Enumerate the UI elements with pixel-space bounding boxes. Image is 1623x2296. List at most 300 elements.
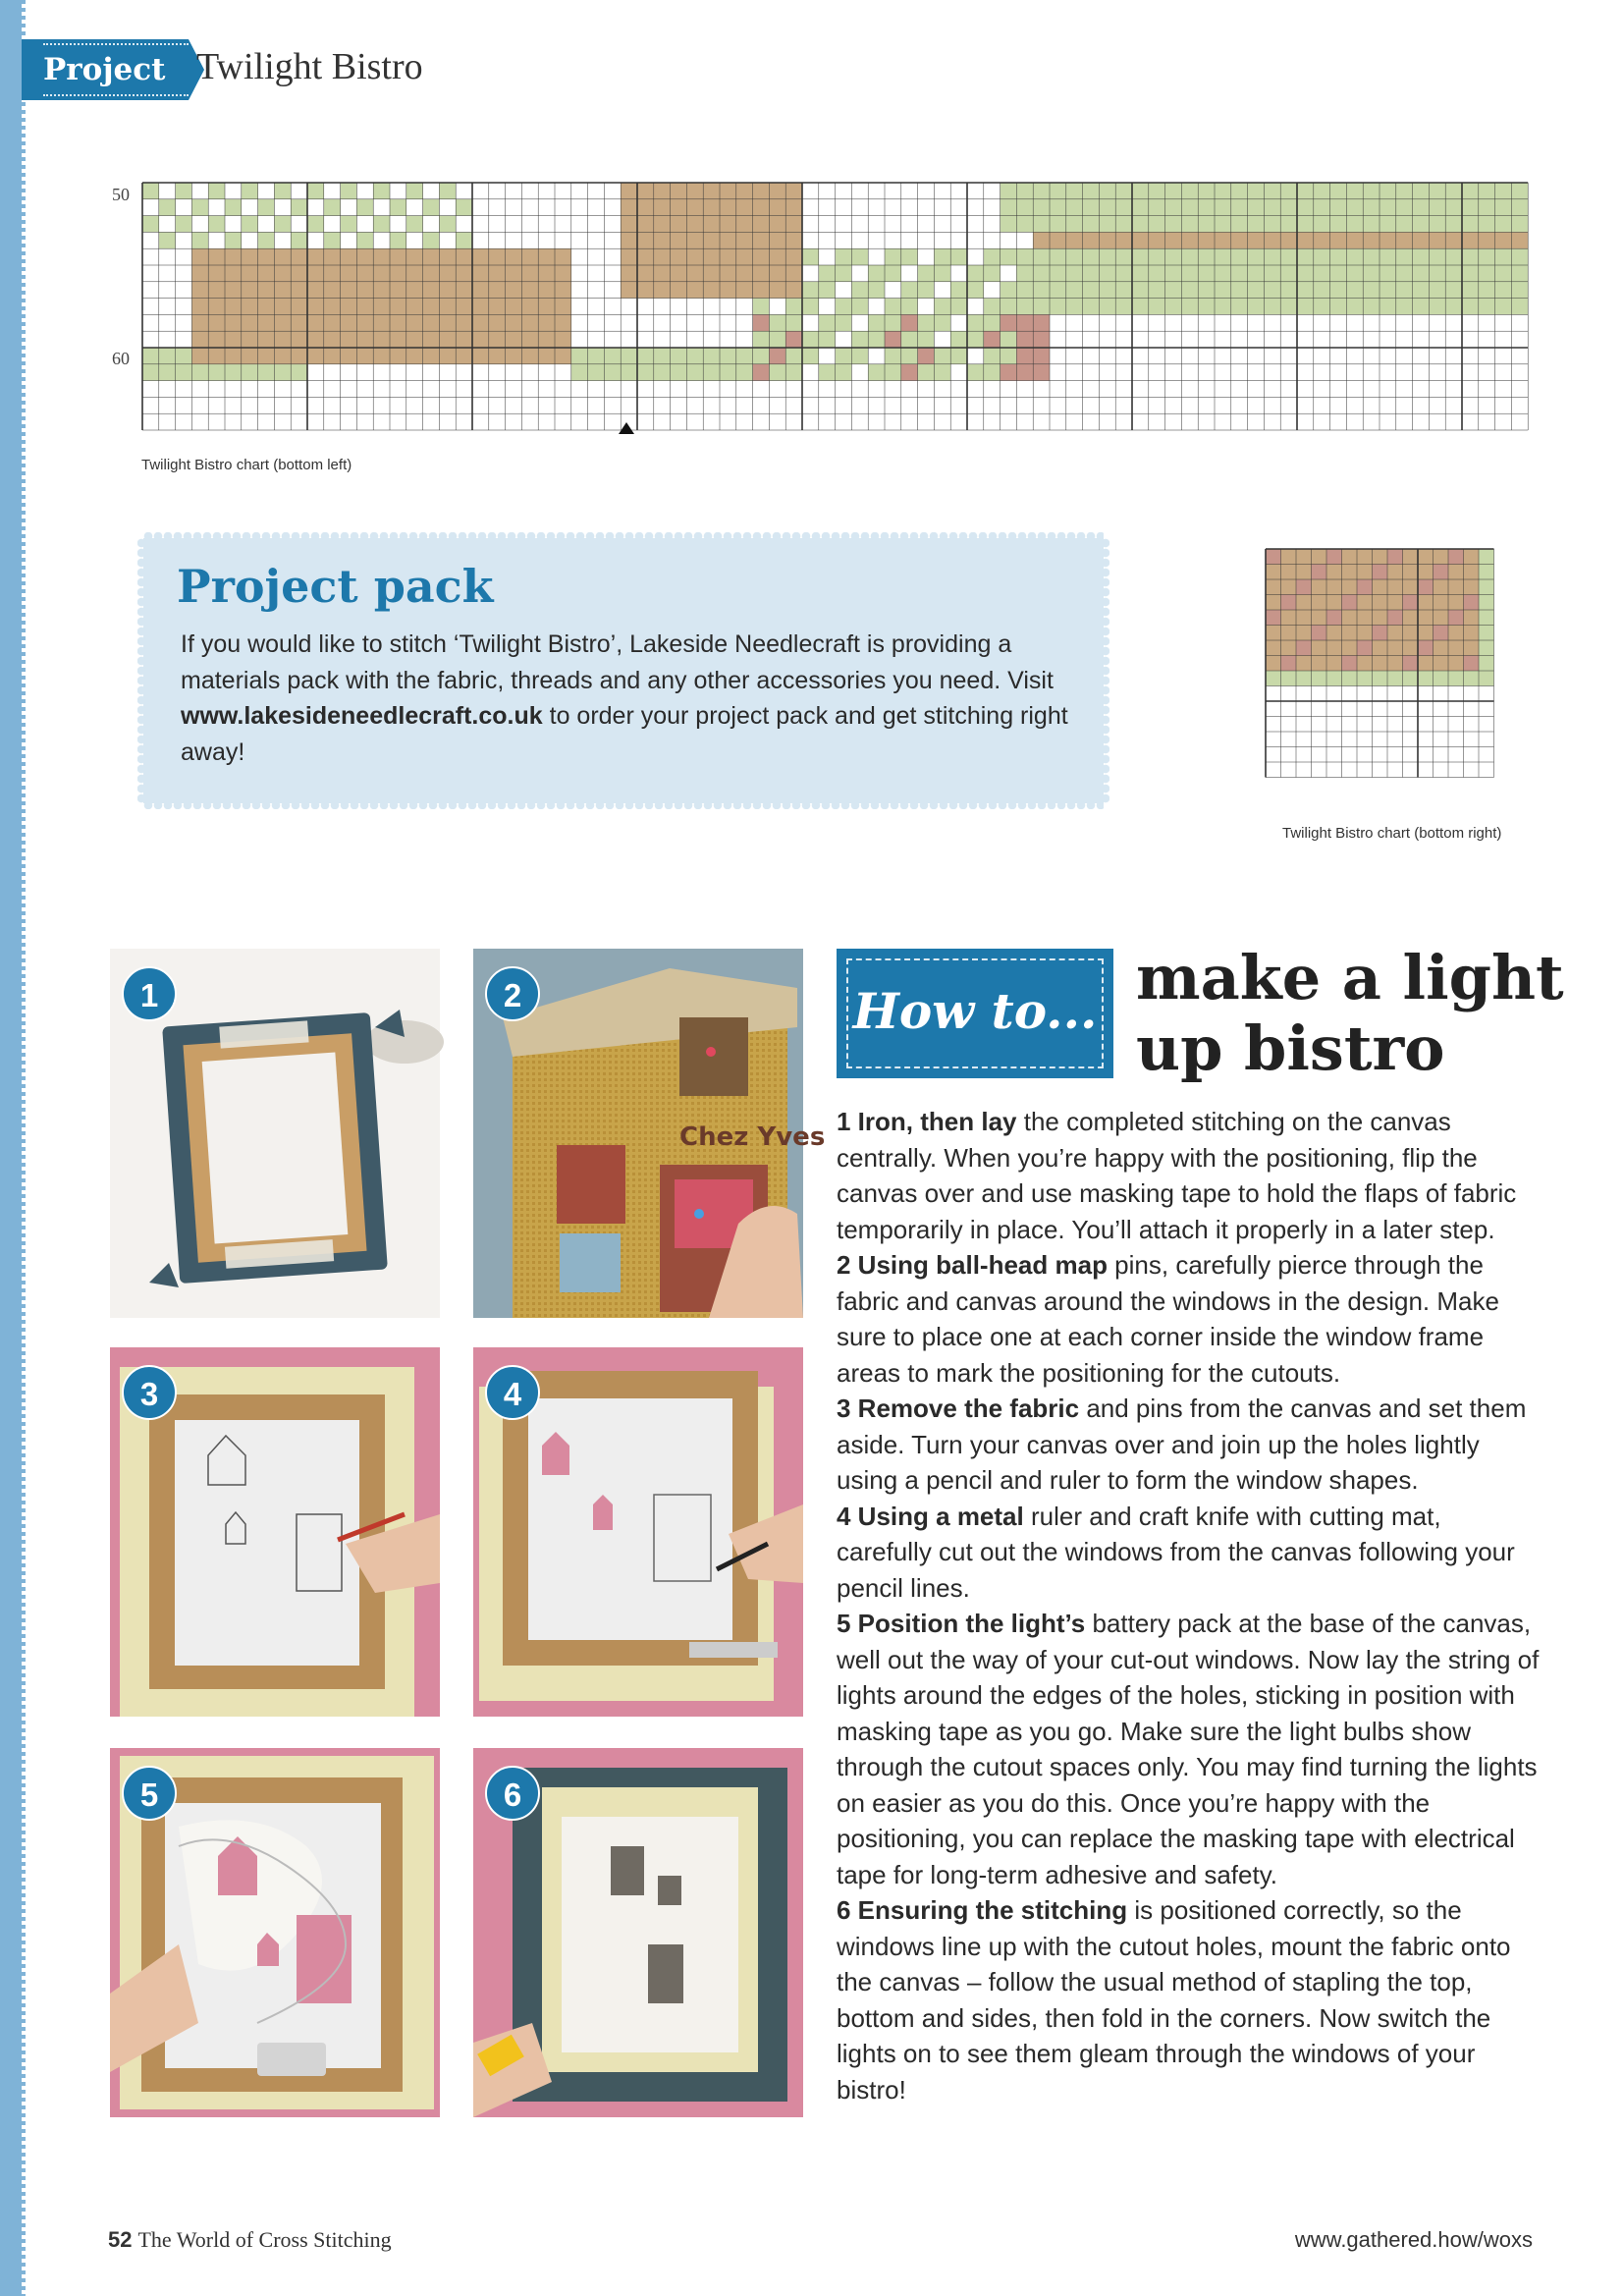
chart-cell [1330,232,1347,248]
chart-cell [1033,232,1050,248]
chart-cell [472,265,489,282]
chart-cell [1434,595,1449,611]
chart-cell [1380,265,1396,282]
chart-cell [191,331,208,348]
chart-cell [390,265,406,282]
chart-cell [1296,579,1312,595]
chart-cell [1083,282,1100,299]
chart-cell [242,314,258,331]
chart-row-label-50: 50 [112,185,130,204]
chart-cell [1448,549,1464,565]
chart-cell [1001,282,1017,299]
chart-cell [1149,232,1165,248]
chart-cell [1264,232,1280,248]
chart-cell [208,364,225,381]
chart-cell [1181,265,1198,282]
chart-cell [753,299,770,315]
chart-cell [785,216,802,233]
chart-cell [703,364,720,381]
chart-cell [1464,579,1480,595]
chart-cell [950,248,967,265]
chart-cell [423,331,440,348]
chart-cell [242,265,258,282]
chart-cell [819,314,836,331]
chart-cell [984,364,1001,381]
chart-cell [341,299,357,315]
chart-cell [950,299,967,315]
chart-cell [1418,671,1434,686]
chart-cell [1215,232,1231,248]
chart-cell [736,248,753,265]
chart-cell [1479,248,1495,265]
chart-cell [1346,216,1363,233]
step-5: 5 Position the light’s battery pack at the base of the canvas, well out the way of your cut-out windows. Now lay the string of lights around the edges of the holes, sticking in position with masking tape as you go. Make sure the light bulbs show through the cutout spaces only. You may find turning the lights on easier as you do this. Once you’re happy with the positioning, you can replace the masking tape with electrical tape for long-term adhesive and safety. [837,1609,1540,1889]
chart-cell [373,282,390,299]
chart-cell [1181,232,1198,248]
chart-cell [1462,282,1479,299]
chart-cell [225,199,242,216]
step-photo-4 [473,1347,803,1717]
chart-cell [1016,314,1033,331]
chart-cell [769,364,785,381]
chart-cell [703,282,720,299]
chart-cell [588,364,605,381]
chart-cell [1280,199,1297,216]
chart-cell [1363,183,1380,199]
chart-cell [341,348,357,364]
chart-cell [901,314,918,331]
chart-cell [307,248,324,265]
chart-caption-left: Twilight Bistro chart (bottom left) [141,457,352,473]
chart-cell [1066,199,1083,216]
chart-cell [769,331,785,348]
chart-cell [1297,216,1314,233]
chart-cell [538,331,555,348]
chart-cell [686,232,703,248]
chart-cell [851,282,868,299]
chart-cell [506,248,522,265]
chart-cell [1314,299,1330,315]
magazine-name: The World of Cross Stitching [137,2227,392,2252]
chart-cell [720,199,736,216]
chart-cell [1363,265,1380,282]
chart-cell [1314,265,1330,282]
chart-cell [604,348,621,364]
chart-cell [356,232,373,248]
chart-cell [356,248,373,265]
chart-cell [1434,549,1449,565]
chart-cell [208,314,225,331]
chart-cell [637,282,654,299]
chart-cell [1297,199,1314,216]
chart-cell [1380,248,1396,265]
chart-cell [836,265,852,282]
chart-cell [142,216,159,233]
chart-cell [1165,248,1182,265]
chart-cell [1479,626,1494,641]
chart-cell [571,348,588,364]
chart-cell [191,265,208,282]
chart-cell [258,364,275,381]
chart-cell [1280,232,1297,248]
chart-cell [671,248,687,265]
chart-cell [885,331,901,348]
chart-cell [356,282,373,299]
chart-cell [456,232,472,248]
chart-cell [1198,265,1215,282]
chart-cell [1363,216,1380,233]
chart-cell [1264,216,1280,233]
chart-cell [159,199,176,216]
chart-cell [1149,299,1165,315]
chart-cell [1001,364,1017,381]
chart-cell [1296,671,1312,686]
chart-cell [242,348,258,364]
chart-caption-right: Twilight Bistro chart (bottom right) [1282,825,1502,842]
chart-cell [901,364,918,381]
chart-cell [1346,232,1363,248]
chart-cell [671,232,687,248]
chart-cell [1215,183,1231,199]
chart-cell [1231,232,1248,248]
chart-cell [1016,364,1033,381]
chart-cell [456,282,472,299]
chart-cell [686,348,703,364]
step-photo-2 [473,949,826,1318]
chart-cell [1033,331,1050,348]
chart-cell [1373,671,1388,686]
chart-cell [1380,232,1396,248]
chart-cell [1495,232,1512,248]
chart-cell [621,248,637,265]
svg-text:Chez Yves: Chez Yves [679,1122,826,1152]
chart-cell [934,348,950,364]
chart-cell [324,248,341,265]
chart-cell [258,348,275,364]
chart-cell [1357,626,1373,641]
chart-cell [785,199,802,216]
chart-cell [456,348,472,364]
chart-cell [1115,265,1132,282]
chart-cell [1326,610,1342,626]
chart-cell [1479,183,1495,199]
chart-cell [159,348,176,364]
chart-cell [1396,183,1413,199]
chart-cell [1429,199,1445,216]
chart-cell [703,216,720,233]
chart-cell [489,248,506,265]
chart-cell [950,331,967,348]
chart-cell [373,216,390,233]
chart-cell [208,265,225,282]
chart-cell [1264,199,1280,216]
chart-cell [341,216,357,233]
chart-cell [1495,183,1512,199]
chart-cell [324,199,341,216]
chart-cell [901,331,918,348]
chart-cell [686,183,703,199]
chart-cell [1413,183,1430,199]
chart-cell [1479,549,1494,565]
chart-cell [1297,232,1314,248]
chart-cell [1342,656,1358,672]
chart-cell [1231,282,1248,299]
chart-cell [1198,216,1215,233]
chart-cell [1413,199,1430,216]
chart-cell [785,265,802,282]
chart-cell [671,364,687,381]
chart-cell [258,265,275,282]
chart-cell [984,265,1001,282]
chart-cell [1387,610,1403,626]
chart-cell [291,248,307,265]
chart-cell [1181,282,1198,299]
chart-cell [1330,299,1347,315]
chart-cell [1033,248,1050,265]
chart-cell [1264,265,1280,282]
chart-cell [819,265,836,282]
chart-cell [1434,626,1449,641]
chart-cell [390,248,406,265]
chart-cell [1448,640,1464,656]
chart-cell [736,183,753,199]
chart-cell [390,199,406,216]
chart-cell [1312,549,1327,565]
chart-cell [1149,183,1165,199]
chart-cell [324,314,341,331]
chart-cell [703,199,720,216]
chart-cell [1280,216,1297,233]
chart-cell [785,364,802,381]
chart-cell [406,331,423,348]
chart-cell [753,183,770,199]
chart-cell [176,348,192,364]
chart-cell [1373,626,1388,641]
chart-cell [1479,565,1494,580]
chart-cell [208,183,225,199]
chart-cell [1115,282,1132,299]
chart-cell [521,282,538,299]
chart-cell [753,331,770,348]
chart-cell [1149,265,1165,282]
chart-cell [1448,671,1464,686]
chart-cell [1479,265,1495,282]
chart-cell [1281,671,1297,686]
chart-cell [390,232,406,248]
chart-cell [225,348,242,364]
chart-cell [1016,216,1033,233]
chart-cell [1099,183,1115,199]
chart-cell [1346,183,1363,199]
chart-cell [456,248,472,265]
chart-cell [1266,579,1281,595]
chart-cell [1429,265,1445,282]
chart-cell [176,364,192,381]
chart-cell [423,199,440,216]
step-3: 3 Remove the fabric and pins from the canvas and set them aside. Turn your canvas over and join up the holes lightly using a pencil and ruler to form the window shapes. [837,1394,1527,1495]
chart-cell [1083,232,1100,248]
chart-cell [967,282,984,299]
chart-cell [1495,248,1512,265]
chart-cell [769,232,785,248]
chart-cell [901,248,918,265]
chart-cell [720,364,736,381]
chart-cell [456,314,472,331]
step-4: 4 Using a metal ruler and craft knife with cutting mat, carefully cut out the windows from the canvas following your pencil lines. [837,1501,1515,1603]
chart-cell [1066,248,1083,265]
chart-cell [753,314,770,331]
chart-cell [538,299,555,315]
chart-cell [1462,232,1479,248]
chart-cell [769,216,785,233]
chart-cell [258,282,275,299]
chart-cell [1215,199,1231,216]
chart-cell [1462,199,1479,216]
chart-cell [984,248,1001,265]
chart-cell [654,232,671,248]
chart-cell [225,248,242,265]
chart-cell [1448,579,1464,595]
chart-cell [1434,640,1449,656]
chart-cell [736,348,753,364]
chart-cell [1083,199,1100,216]
chart-cell [406,265,423,282]
step-photo-5 [110,1748,440,2117]
chart-cell [1149,248,1165,265]
chart-cell [1464,610,1480,626]
chart-cell [307,348,324,364]
chart-cell [1066,183,1083,199]
chart-cell [1464,656,1480,672]
chart-cell [423,232,440,248]
chart-cell [406,299,423,315]
chart-cell [785,314,802,331]
chart-cell [637,248,654,265]
chart-cell [1429,232,1445,248]
chart-cell [1373,656,1388,672]
chart-cell [1429,216,1445,233]
chart-cell [406,183,423,199]
chart-cell [588,348,605,364]
chart-cell [406,282,423,299]
chart-cell [1387,565,1403,580]
chart-cell [720,348,736,364]
chart-cell [901,348,918,364]
chart-cell [373,248,390,265]
chart-cell [1396,199,1413,216]
chart-cell [1001,348,1017,364]
chart-cell [1314,248,1330,265]
chart-cell [868,364,885,381]
chart-cell [769,199,785,216]
chart-cell [686,282,703,299]
chart-cell [1033,364,1050,381]
chart-cell [373,348,390,364]
chart-cell [621,265,637,282]
chart-cell [406,216,423,233]
chart-cell [439,216,456,233]
chart-cell [671,199,687,216]
chart-cell [637,216,654,233]
chart-cell [291,364,307,381]
chart-cell [1115,299,1132,315]
chart-cell [1429,299,1445,315]
chart-cell [489,331,506,348]
chart-cell [1314,282,1330,299]
chart-cell [703,183,720,199]
chart-cell [1297,282,1314,299]
chart-cell [142,348,159,364]
step-badge-4: 4 [485,1365,540,1420]
chart-cell [307,299,324,315]
chart-cell [654,265,671,282]
lakeside-link[interactable]: www.lakesideneedlecraft.co.uk [181,702,543,730]
chart-cell [1429,282,1445,299]
chart-cell [1429,248,1445,265]
chart-cell [1413,265,1430,282]
chart-cell [1357,565,1373,580]
step-badge-5: 5 [122,1766,177,1821]
chart-cell [208,282,225,299]
chart-cell [753,282,770,299]
chart-cell [1033,282,1050,299]
chart-cell [885,364,901,381]
chart-cell [258,199,275,216]
cross-stitch-chart-bottom-right [1265,547,1530,793]
chart-cell [1264,299,1280,315]
chart-cell [1434,565,1449,580]
chart-cell [1357,610,1373,626]
chart-cell [521,299,538,315]
chart-cell [356,331,373,348]
chart-cell [1181,248,1198,265]
chart-cell [1280,248,1297,265]
chart-cell [1215,248,1231,265]
chart-cell [819,364,836,381]
chart-cell [291,299,307,315]
chart-cell [521,331,538,348]
chart-cell [1248,248,1265,265]
chart-cell [1511,248,1528,265]
chart-cell [604,364,621,381]
chart-row-label-60: 60 [112,349,130,368]
chart-cell [1198,183,1215,199]
chart-cell [191,248,208,265]
chart-cell [1479,671,1494,686]
chart-cell [637,232,654,248]
chart-cell [1266,610,1281,626]
chart-cell [1479,610,1494,626]
chart-cell [1396,299,1413,315]
chart-cell [637,183,654,199]
chart-cell [274,364,291,381]
chart-cell [621,282,637,299]
chart-cell [1511,199,1528,216]
chart-cell [1479,282,1495,299]
chart-cell [1266,549,1281,565]
chart-cell [1342,565,1358,580]
howto-title: make a light up bistro [1136,942,1564,1084]
chart-cell [1016,248,1033,265]
chart-cell [1132,183,1149,199]
chart-cell [1403,595,1419,611]
chart-cell [1296,549,1312,565]
chart-cell [1448,610,1464,626]
chart-cell [1495,199,1512,216]
chart-cell [1297,248,1314,265]
footer-url[interactable]: www.gathered.how/woxs [1294,2227,1533,2252]
chart-cell [1403,671,1419,686]
